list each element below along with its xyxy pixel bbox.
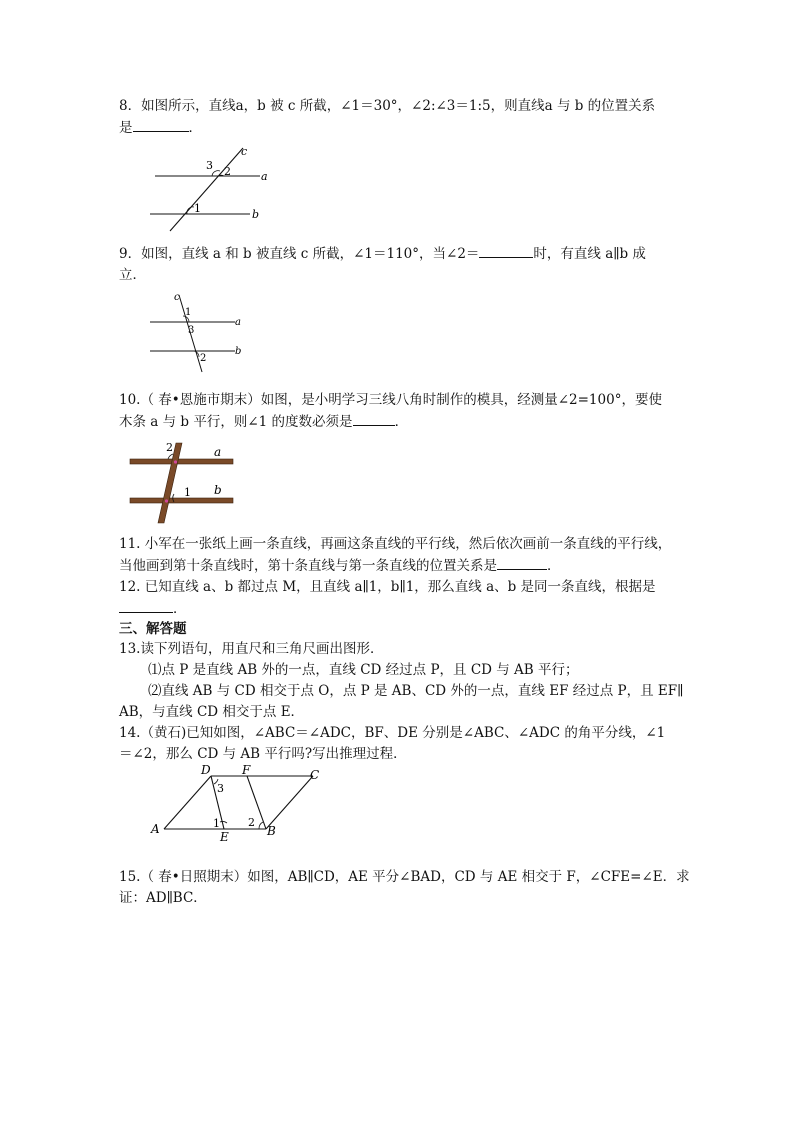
section-heading: 三、解答题 [119, 621, 187, 637]
q10-answer-blank [353, 411, 395, 426]
q12-line1: 12. 已知直线 a、b 都过点 M，且直线 a∥1，b∥1，那么直线 a、b 是同一条直线，根据是 [119, 579, 656, 595]
q13-line2: ⑴点 P 是直线 AB 外的一点，直线 CD 经过点 P，且 CD 与 AB 平行； [148, 662, 579, 678]
q15-line1: 15.（ 春•日照期末）如图，AB∥CD，AE 平分∠BAD，CD 与 AE 相交于 F，∠CFE=∠E．求 [119, 869, 690, 885]
q14-angle-2: 2 [248, 816, 255, 829]
q8-line2-post: ． [188, 120, 202, 136]
q13-line1: 13.读下列语句，用直尺和三角尺画出图形． [119, 641, 384, 657]
q8-figure [140, 143, 280, 235]
q8-angle-3: 3 [206, 159, 213, 172]
q9-line1-post: 时，有直线 a∥b 成 [533, 246, 646, 262]
q12-line2 [119, 598, 187, 619]
q14-label-F: F [242, 763, 251, 777]
q12-line2-post: ． [173, 601, 187, 617]
q8-label-a: a [261, 170, 268, 183]
q8-angle-1: 1 [194, 202, 201, 215]
q9-figure [145, 290, 255, 375]
q14-line1: 14.（黄石)已知如图，∠ABC＝∠ADC，BF、DE 分别是∠ABC、∠ADC 的角平分线，∠1 [119, 725, 666, 741]
q13-line3: ⑵直线 AB 与 CD 相交于点 O，点 P 是 AB、CD 外的一点，直线 EF 经过点 P，且 EF∥ [148, 683, 684, 699]
q14-figure [145, 762, 340, 844]
q10-angle-1: 1 [184, 486, 191, 499]
q14-line2: ＝∠2，那么 CD 与 AB 平行吗?写出推理过程． [119, 746, 407, 762]
q9-line1 [119, 243, 646, 264]
q9-angle-3: 3 [188, 325, 195, 336]
q10-label-b: b [214, 483, 222, 497]
q8-angle-2: 2 [224, 165, 231, 178]
q9-line1-pre: 9．如图，直线 a 和 b 被直线 c 所截，∠1＝110°，当∠2＝ [119, 246, 480, 262]
q14-label-E: E [220, 830, 229, 844]
q14-angle-1: 1 [213, 817, 220, 830]
q8-answer-blank [133, 117, 189, 132]
q10-line2 [119, 411, 408, 432]
q11-line2 [119, 555, 561, 576]
q9-label-b: b [235, 346, 242, 357]
q8-line1: 8．如图所示，直线a，b 被 c 所截，∠1＝30°，∠2:∠3＝1:5，则直线a 与 b 的位置关系 [119, 98, 656, 114]
q14-angle-3: 3 [217, 782, 224, 795]
q8-label-c: c [241, 145, 248, 158]
q11-line2-post: ． [547, 558, 561, 574]
q8-label-b: b [252, 208, 260, 221]
q9-angle-1: 1 [185, 307, 192, 318]
q13-line4: AB，与直线 CD 相交于点 E． [119, 704, 305, 720]
q9-line2: 立． [119, 267, 146, 283]
q8-line2-pre: 是 [119, 120, 133, 136]
q10-figure [128, 438, 238, 526]
q11-line2-pre: 当他画到第十条直线时，第十条直线与第一条直线的位置关系是 [119, 558, 497, 574]
q11-answer-blank [497, 555, 547, 570]
q11-line1: 11. 小军在一张纸上画一条直线，再画这条直线的平行线，然后依次画前一条直线的平行线， [119, 536, 672, 552]
q9-angle-2: 2 [200, 353, 207, 364]
q9-label-c: c [174, 292, 180, 303]
q14-label-D: D [201, 763, 211, 777]
q14-label-C: C [310, 768, 320, 782]
q14-label-A: A [151, 822, 160, 836]
q14-label-B: B [267, 824, 276, 838]
q10-line2-pre: 木条 a 与 b 平行，则∠1 的度数必须是 [119, 414, 353, 430]
q9-label-a: a [235, 317, 241, 328]
q10-label-a: a [214, 445, 222, 459]
q9-answer-blank [479, 243, 533, 258]
q12-answer-blank [119, 598, 173, 613]
q8-line2 [119, 117, 202, 138]
q10-line1: 10.（ 春•恩施市期末）如图，是小明学习三线八角时制作的模具，经测量∠2=100°，要使 [119, 392, 662, 408]
q15-line2: 证：AD∥BC． [119, 890, 207, 906]
q10-line2-post: ． [394, 414, 409, 430]
q10-angle-2: 2 [166, 441, 173, 454]
